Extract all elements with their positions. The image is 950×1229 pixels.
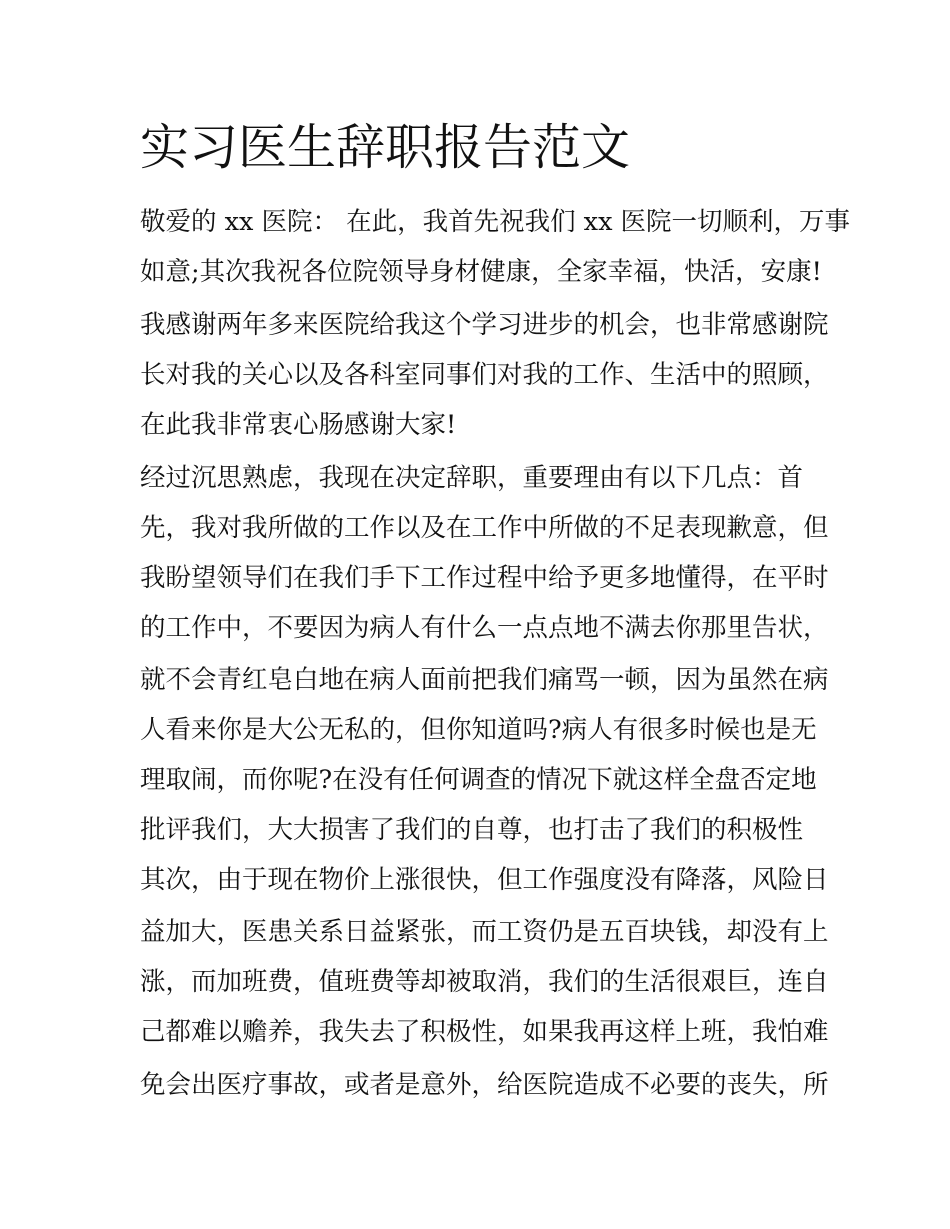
document-title: 实习医生辞职报告范文 [140, 119, 631, 176]
paragraph-line: 我感谢两年多来医院给我这个学习进步的机会，也非常感谢院 [140, 310, 829, 340]
paragraph-line: 其次，由于现在物价上涨很快，但工作强度没有降落，风险日 [140, 865, 829, 895]
paragraph-line: 长对我的关心以及各科室同事们对我的工作、生活中的照顾， [140, 360, 829, 390]
paragraph-line: 免会出医疗事故，或者是意外，给医院造成不必要的丧失，所 [140, 1070, 829, 1100]
paragraph-line: 经过沉思熟虑，我现在决定辞职，重要理由有以下几点：首 [140, 463, 804, 493]
paragraph-line: 理取闹，而你呢?在没有任何调查的情况下就这样全盘否定地 [140, 765, 817, 795]
paragraph-line: 如意;其次我祝各位院领导身材健康，全家幸福，快活，安康! [140, 257, 822, 287]
paragraph-line: 批评我们，大大损害了我们的自尊，也打击了我们的积极性 [140, 815, 804, 845]
paragraph-line: 的工作中，不要因为病人有什么一点点地不满去你那里告状， [140, 613, 829, 643]
paragraph-line: 先，我对我所做的工作以及在工作中所做的不足表现歉意，但 [140, 513, 829, 543]
paragraph-line: 就不会青红皂白地在病人面前把我们痛骂一顿，因为虽然在病 [140, 665, 829, 695]
paragraph-line: 涨，而加班费，值班费等却被取消，我们的生活很艰巨，连自 [140, 967, 829, 997]
paragraph-line: 敬爱的 xx 医院： 在此，我首先祝我们 xx 医院一切顺利，万事 [140, 207, 851, 237]
paragraph-line: 己都难以赡养，我失去了积极性，如果我再这样上班，我怕难 [140, 1017, 829, 1047]
paragraph-line: 人看来你是大公无私的，但你知道吗?病人有很多时候也是无 [140, 715, 817, 745]
paragraph-line: 在此我非常衷心肠感谢大家! [140, 410, 457, 440]
paragraph-line: 我盼望领导们在我们手下工作过程中给予更多地懂得，在平时 [140, 563, 829, 593]
paragraph-line: 益加大，医患关系日益紧张，而工资仍是五百块钱，却没有上 [140, 917, 829, 947]
